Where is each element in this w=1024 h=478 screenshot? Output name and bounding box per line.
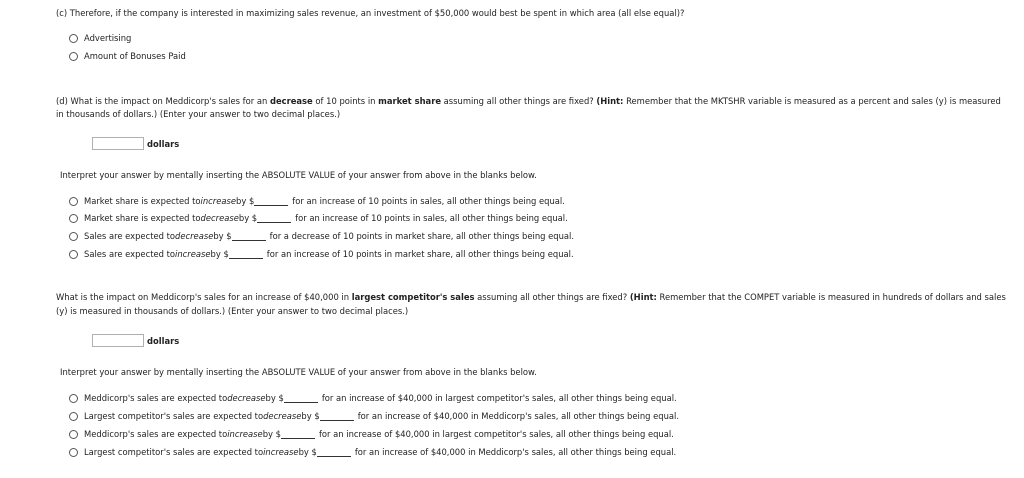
radio-button[interactable]	[69, 214, 78, 223]
radio-button[interactable]	[69, 232, 78, 241]
answer-blank	[281, 430, 315, 439]
part-c-option-advertising[interactable]	[69, 32, 131, 44]
part-d-unit-label: dollars	[147, 139, 180, 149]
radio-button[interactable]	[69, 394, 78, 403]
part-d-answer-input[interactable]	[92, 137, 144, 150]
answer-blank	[254, 197, 288, 206]
answer-blank	[320, 412, 354, 421]
part-e-unit-label: dollars	[147, 336, 180, 346]
answer-blank	[229, 250, 263, 259]
part-e-option-2[interactable]: Largest competitor's sales are expected to decrease by $ for an increase of $40,000 in Meddicorp's sales, all other things being equal.	[69, 410, 679, 422]
radio-button[interactable]	[69, 34, 78, 43]
part-e-option-3[interactable]: Meddicorp's sales are expected to increase by $ for an increase of $40,000 in largest competitor's sales, all other things being equal.	[69, 428, 674, 440]
option-label: Amount of Bonuses Paid	[84, 51, 186, 61]
part-d-question-line2: in thousands of dollars.) (Enter your answer to two decimal places.)	[56, 109, 341, 119]
radio-button[interactable]	[69, 430, 78, 439]
part-d-option-1[interactable]: Market share is expected to increase by $ for an increase of 10 points in sales, all other things being equal.	[69, 195, 565, 207]
part-d-option-2[interactable]: Market share is expected to decrease by $ for an increase of 10 points in sales, all other things being equal.	[69, 212, 568, 224]
answer-blank	[317, 448, 351, 457]
part-d-option-3[interactable]: Sales are expected to decrease by $ for a decrease of 10 points in market share, all other things being equal.	[69, 230, 574, 242]
radio-button[interactable]	[69, 52, 78, 61]
part-e-answer-input[interactable]	[92, 334, 144, 347]
part-e-option-4[interactable]: Largest competitor's sales are expected to increase by $ for an increase of $40,000 in Meddicorp's sales, all other things being equal.	[69, 446, 676, 458]
option-label: Advertising	[84, 33, 132, 43]
answer-blank	[257, 214, 291, 223]
answer-blank	[284, 394, 318, 403]
part-d-interpret-text: Interpret your answer by mentally inserting the ABSOLUTE VALUE of your answer from above in the blanks below.	[60, 170, 537, 180]
answer-blank	[232, 232, 266, 241]
part-e-interpret-text: Interpret your answer by mentally inserting the ABSOLUTE VALUE of your answer from above in the blanks below.	[60, 367, 537, 377]
part-d-option-4[interactable]: Sales are expected to increase by $ for an increase of 10 points in market share, all other things being equal.	[69, 248, 574, 260]
part-c-question: (c) Therefore, if the company is interested in maximizing sales revenue, an investment of $50,000 would best be spent in which area (all else equal)?	[56, 8, 685, 18]
part-e-question-line1: What is the impact on Meddicorp's sales for an increase of $40,000 in largest competitor's sales assuming all other things are fixed? (Hint: Remember that the COMPET variable is measured in hundreds of dollars and sales	[56, 292, 1006, 302]
radio-button[interactable]	[69, 412, 78, 421]
radio-button[interactable]	[69, 250, 78, 259]
radio-button[interactable]	[69, 197, 78, 206]
part-e-question-line2: (y) is measured in thousands of dollars.) (Enter your answer to two decimal places.)	[56, 306, 409, 316]
part-e-option-1[interactable]: Meddicorp's sales are expected to decrease by $ for an increase of $40,000 in largest competitor's sales, all other things being equal.	[69, 392, 677, 404]
radio-button[interactable]	[69, 448, 78, 457]
part-c-option-bonuses[interactable]	[69, 50, 186, 62]
part-d-question-line1: (d) What is the impact on Meddicorp's sales for an decrease of 10 points in market share assuming all other things are fixed? (Hint: Remember that the MKTSHR variable is measured as a percent and sales (y) is measured	[56, 96, 1001, 106]
